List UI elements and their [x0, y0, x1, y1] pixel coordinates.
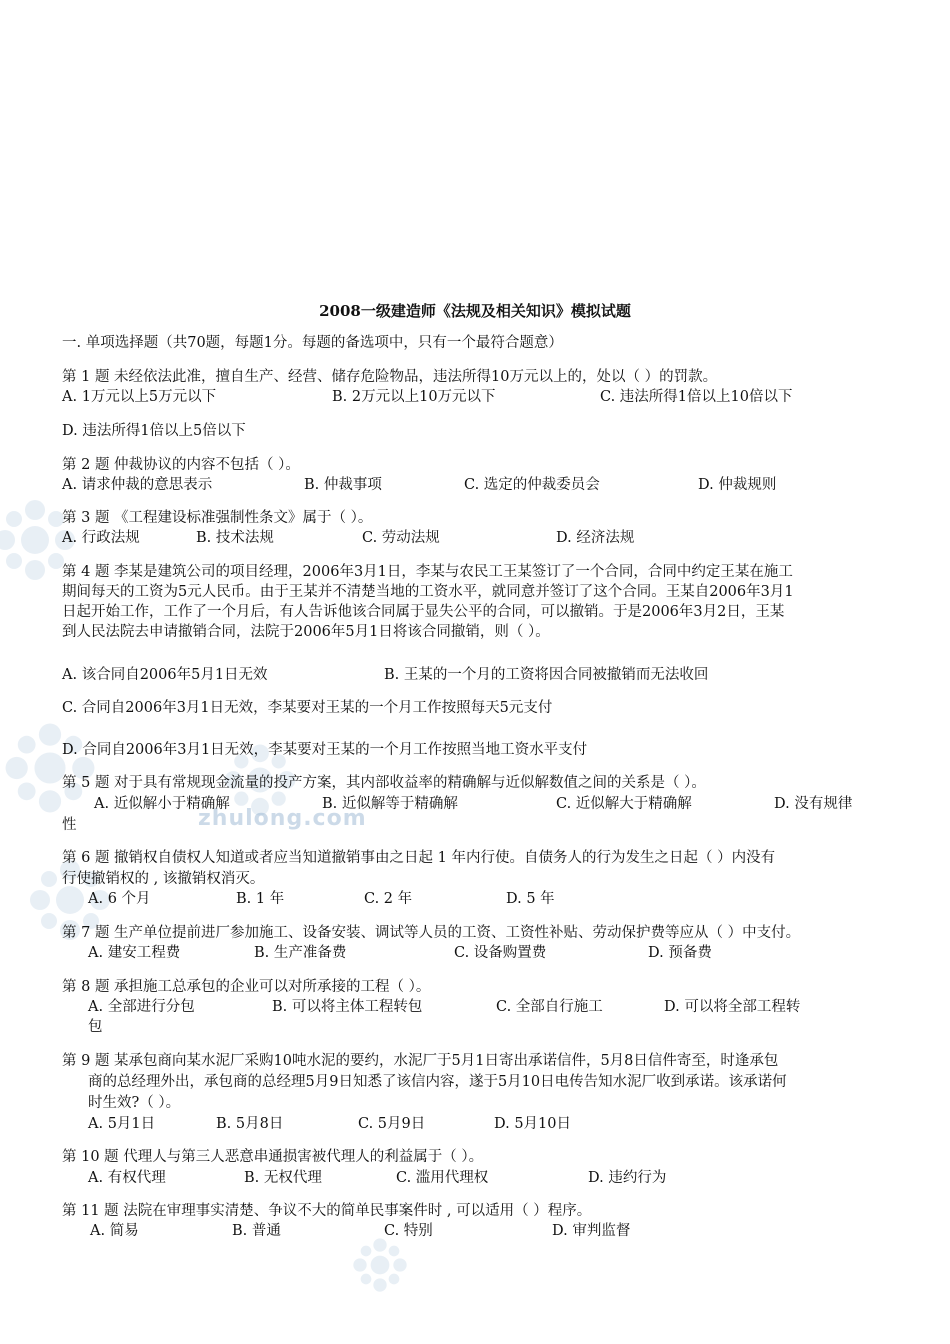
question-4-option-b: B. 王某的一个月的工资将因合同被撤销而无法收回	[384, 667, 709, 683]
question-9-stem-line-3: 时生效?（ ）。	[88, 1095, 181, 1111]
question-3-option-c: C. 劳动法规	[362, 530, 440, 546]
question-10-option-d: D. 违约行为	[588, 1170, 667, 1186]
question-1-option-d: D. 违法所得1倍以上5倍以下	[62, 423, 246, 439]
question-2-option-a: A. 请求仲裁的意思表示	[62, 477, 213, 493]
question-4-option-a: A. 该合同自2006年5月1日无效	[62, 667, 268, 683]
question-4-stem-line-4: 到人民法院去申请撤销合同，法院于2006年5月1日将该合同撤销，则（ ）。	[62, 624, 550, 640]
question-6-stem-line-2: 行使撤销权的 , 该撤销权消灭。	[62, 871, 265, 887]
question-6-option-b: B. 1 年	[236, 891, 285, 907]
question-11-option-d: D. 审判监督	[552, 1223, 631, 1239]
question-7-option-b: B. 生产准备费	[254, 945, 347, 961]
question-9-option-b: B. 5月8日	[216, 1116, 284, 1132]
question-11-option-a: A. 简易	[90, 1223, 139, 1239]
page-title: 2008一级建造师《法规及相关知识》模拟试题	[319, 302, 631, 320]
question-7-stem: 第 7 题 生产单位提前进厂参加施工、设备安装、调试等人员的工资、工资性补贴、劳动保护费等应从（ ）中支付。	[62, 925, 801, 941]
question-4-option-d: D. 合同自2006年3月1日无效，李某要对王某的一个月工作按照当地工资水平支付	[62, 742, 588, 758]
snowflake-watermark-icon	[350, 1235, 410, 1295]
question-4-option-c: C. 合同自2006年3月1日无效，李某要对王某的一个月工作按照每天5元支付	[62, 700, 553, 716]
question-7-option-a: A. 建安工程费	[88, 945, 181, 961]
question-5-option-a: A. 近似解小于精确解	[94, 796, 230, 812]
question-5-stem: 第 5 题 对于具有常规现金流量的投产方案，其内部收益率的精确解与近似解数值之间的关系是（ ）。	[62, 775, 706, 791]
question-8-option-b: B. 可以将主体工程转包	[272, 999, 423, 1015]
question-6-option-a: A. 6 个月	[88, 891, 151, 907]
question-2-option-c: C. 选定的仲裁委员会	[464, 477, 600, 493]
snowflake-watermark-icon	[0, 718, 100, 818]
question-7-option-c: C. 设备购置费	[454, 945, 547, 961]
question-1-option-a: A. 1万元以上5万元以下	[62, 389, 217, 405]
question-5-option-d-wrap: 性	[62, 817, 77, 833]
question-11-option-c: C. 特别	[384, 1223, 433, 1239]
question-9-option-d: D. 5月10日	[494, 1116, 572, 1132]
question-9-stem-line-2: 商的总经理外出，承包商的总经理5月9日知悉了该信内容，遂于5月10日电传告知水泥厂收到承诺。该承诺何	[88, 1074, 787, 1090]
section-heading: 一. 单项选择题（共70题，每题1分。每题的备选项中，只有一个最符合题意）	[62, 335, 563, 351]
question-10-option-a: A. 有权代理	[88, 1170, 166, 1186]
question-3-option-a: A. 行政法规	[62, 530, 140, 546]
question-8-option-d: D. 可以将全部工程转	[664, 999, 801, 1015]
question-5-option-b: B. 近似解等于精确解	[322, 796, 458, 812]
question-2-option-b: B. 仲裁事项	[304, 477, 382, 493]
question-6-stem-line-1: 第 6 题 撤销权自债权人知道或者应当知道撤销事由之日起 1 年内行使。自债务人的行为发生之日起（ ）内没有	[62, 850, 776, 866]
question-1-stem: 第 1 题 未经依法此准，擅自生产、经营、储存危险物品，违法所得10万元以上的，处以（ ）的罚款。	[62, 369, 718, 385]
question-8-option-a: A. 全部进行分包	[88, 999, 195, 1015]
question-5-option-d: D. 没有规律	[774, 796, 853, 812]
question-3-option-d: D. 经济法规	[556, 530, 635, 546]
question-8-option-c: C. 全部自行施工	[496, 999, 603, 1015]
question-8-stem: 第 8 题 承担施工总承包的企业可以对所承接的工程（ ）。	[62, 979, 431, 995]
question-9-option-a: A. 5月1日	[88, 1116, 156, 1132]
question-11-stem: 第 11 题 法院在审理事实清楚、争议不大的简单民事案件时 , 可以适用（ ）程序。	[62, 1203, 592, 1219]
question-8-option-d-wrap: 包	[88, 1019, 103, 1035]
question-6-option-c: C. 2 年	[364, 891, 413, 907]
question-10-stem: 第 10 题 代理人与第三人恶意串通损害被代理人的利益属于（ ）。	[62, 1149, 484, 1165]
question-1-option-c: C. 违法所得1倍以上10倍以下	[600, 389, 793, 405]
question-6-option-d: D. 5 年	[506, 891, 555, 907]
question-10-option-b: B. 无权代理	[244, 1170, 322, 1186]
question-1-option-b: B. 2万元以上10万元以下	[332, 389, 496, 405]
question-11-option-b: B. 普通	[232, 1223, 281, 1239]
question-4-stem-line-2: 期间每天的工资为5元人民币。由于王某并不清楚当地的工资水平，就同意并签订了这个合同。王某自2006年3月1	[62, 584, 794, 600]
question-3-stem: 第 3 题 《工程建设标准强制性条文》属于（ ）。	[62, 510, 373, 526]
question-9-option-c: C. 5月9日	[358, 1116, 426, 1132]
question-2-stem: 第 2 题 仲裁协议的内容不包括（ ）。	[62, 457, 300, 473]
question-5-option-c: C. 近似解大于精确解	[556, 796, 692, 812]
question-9-stem-line-1: 第 9 题 某承包商向某水泥厂采购10吨水泥的要约，水泥厂于5月1日寄出承诺信件，5月8日信件寄至，时逢承包	[62, 1053, 779, 1069]
question-4-stem-line-1: 第 4 题 李某是建筑公司的项目经理，2006年3月1日，李某与农民工王某签订了一个合同，合同中约定王某在施工	[62, 564, 793, 580]
watermark-text: zhulong.com	[198, 806, 367, 831]
question-2-option-d: D. 仲裁规则	[698, 477, 777, 493]
question-10-option-c: C. 滥用代理权	[396, 1170, 489, 1186]
question-4-stem-line-3: 日起开始工作，工作了一个月后，有人告诉他该合同属于显失公平的合同，可以撤销。于是2006年3月2日，王某	[62, 604, 785, 620]
question-7-option-d: D. 预备费	[648, 945, 712, 961]
question-3-option-b: B. 技术法规	[196, 530, 274, 546]
